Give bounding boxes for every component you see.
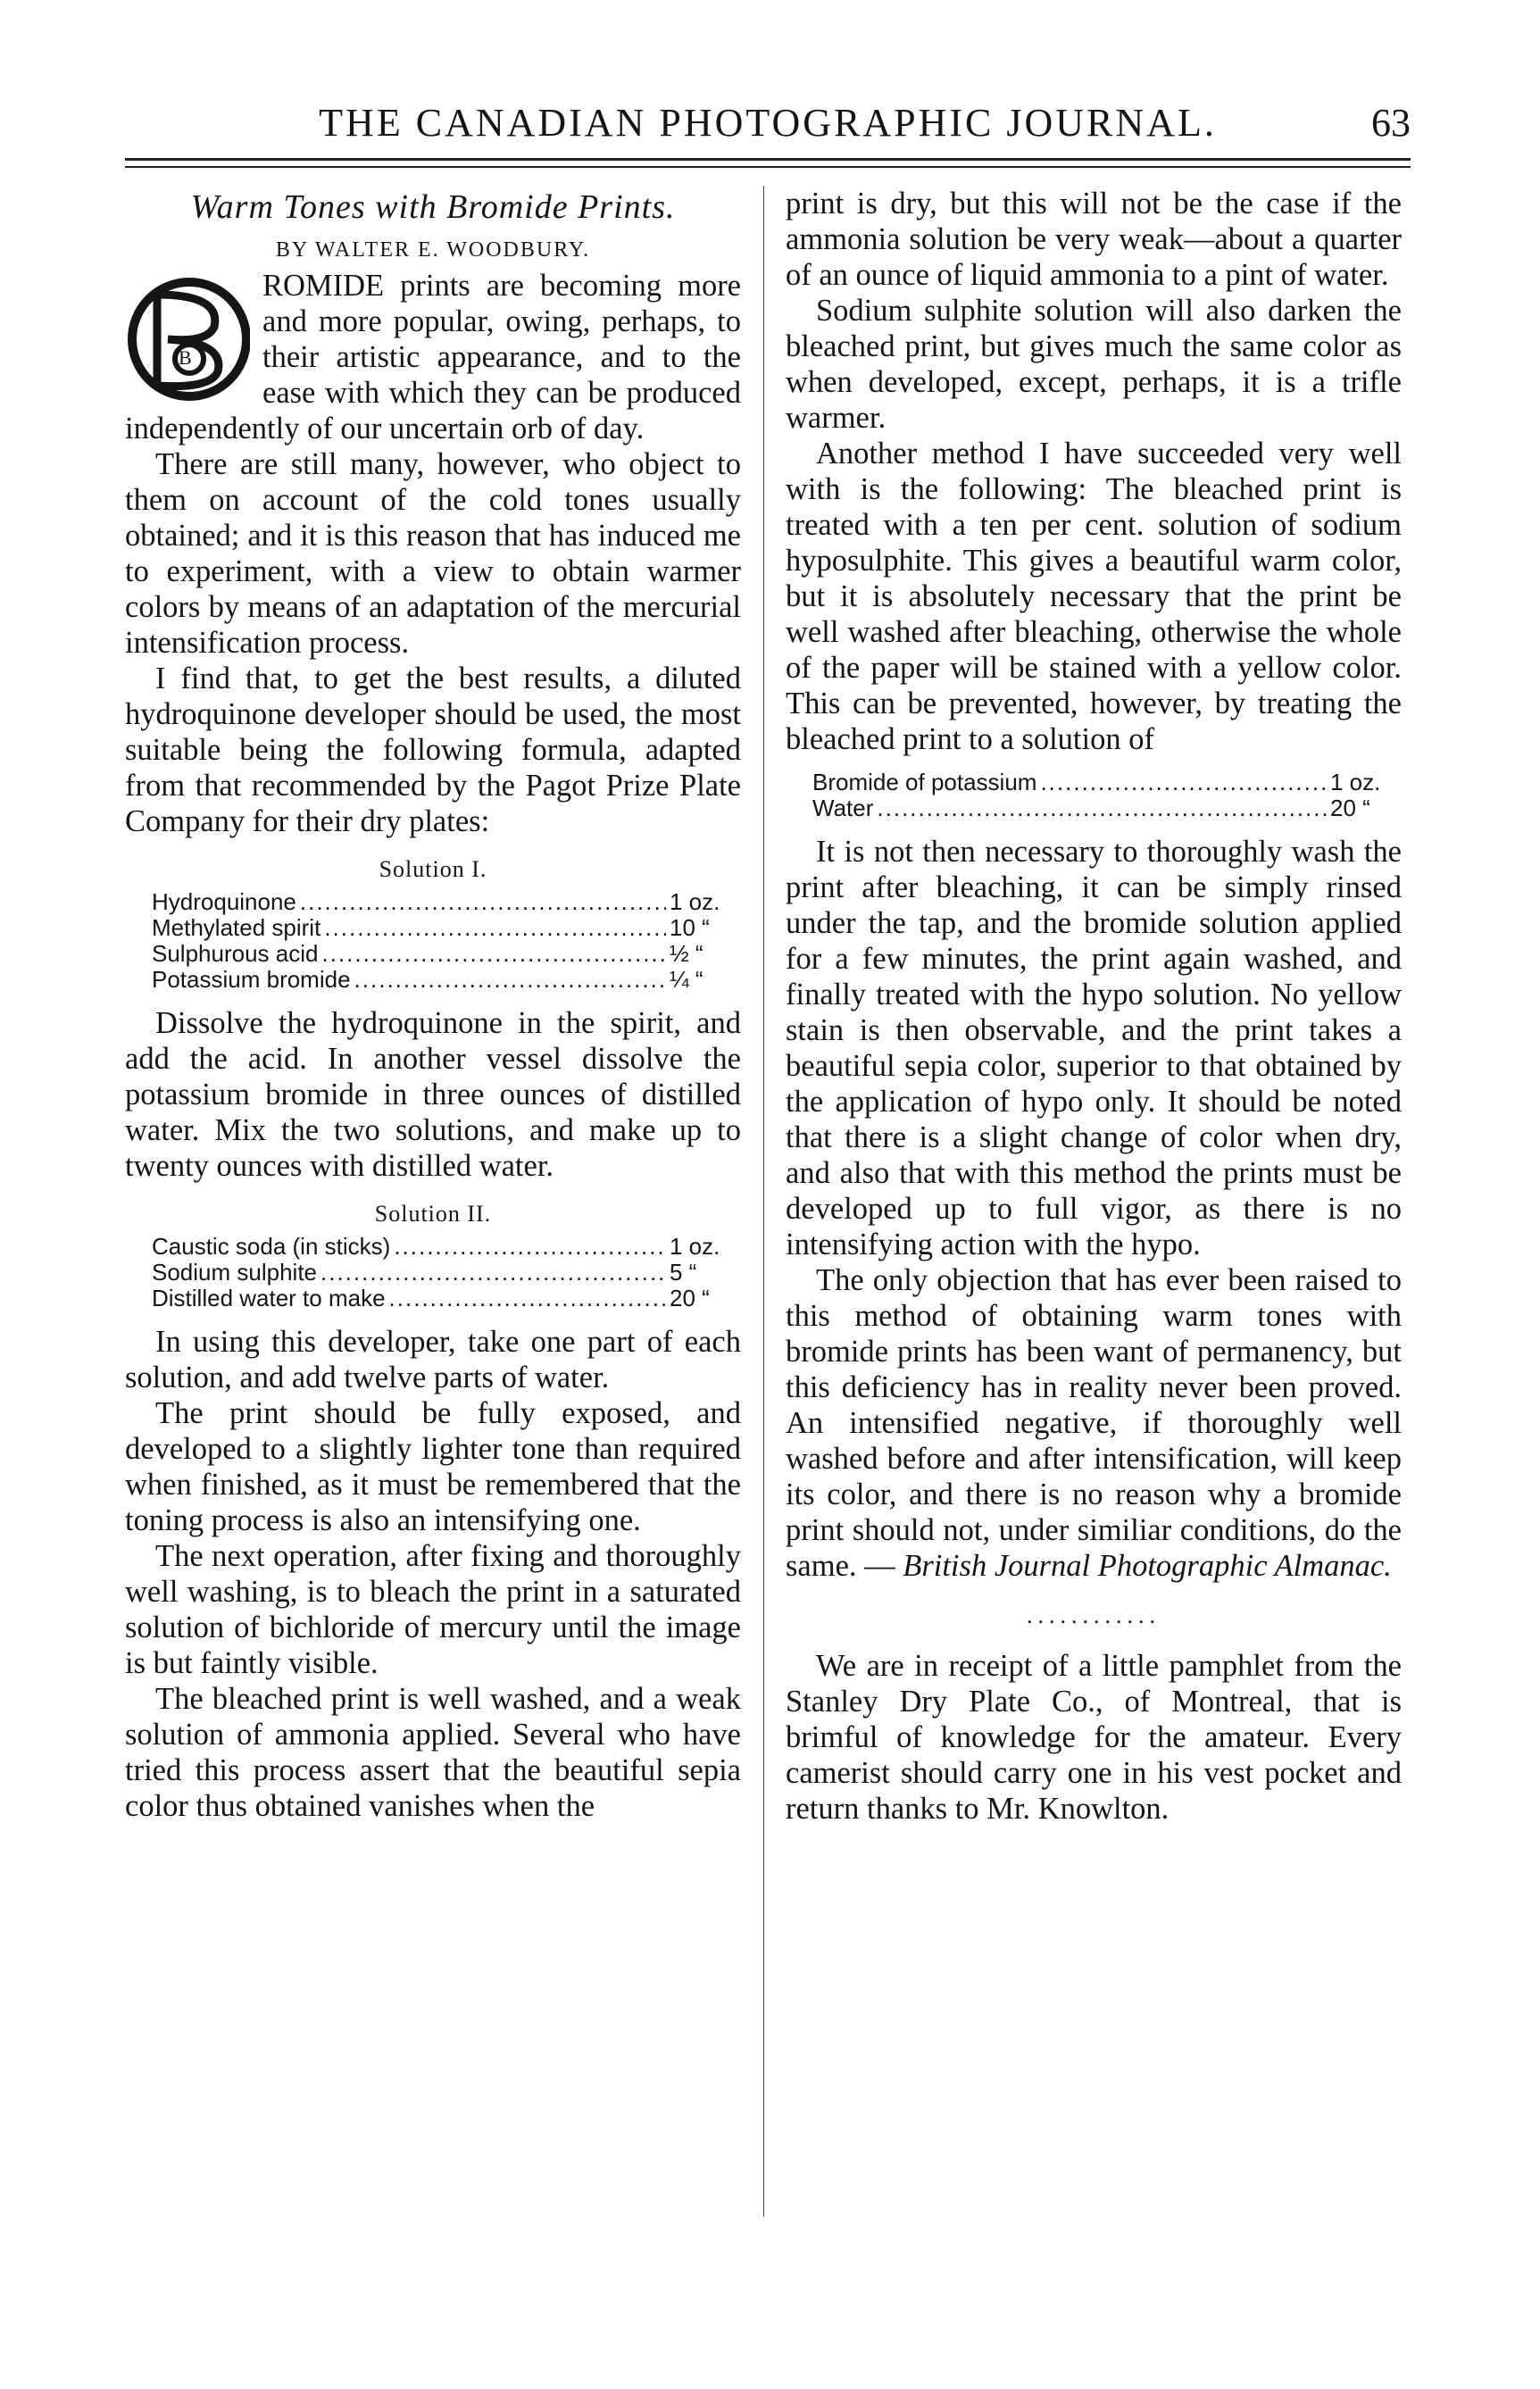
right-column xyxy=(786,186,1402,1827)
ingredient-amount: 10 “ xyxy=(670,914,710,941)
leader-dots xyxy=(354,967,666,993)
paragraph: I find that, to get the best results, a diluted hydroquinone developer should be used, the most suitable being the following formula, adapted from that recommended by the Pagot Prize Plate Company for their dry plates: xyxy=(125,662,741,838)
ingredient-name: Potassium bromide xyxy=(152,966,351,993)
formula-row xyxy=(152,941,741,967)
paragraph: Sodium sulphite solution will also darken the bleached print, but gives much the same color as when developed, except, perhaps, it is a trifle warmer. xyxy=(786,294,1402,435)
ingredient-amount: ¼ “ xyxy=(670,966,703,993)
formula-row xyxy=(152,967,741,993)
paragraph: The next operation, after fixing and thoroughly well washing, is to bleach the print in a saturated solution of bichloride of mercury until the image is but faintly visible. xyxy=(125,1539,741,1680)
ingredient-name: Methylated spirit xyxy=(152,914,321,941)
leader-dots xyxy=(300,889,666,915)
paragraph: There are still many, however, who object to them on account of the cold tones usually obtained; and it is this reason that has induced me to experiment, with a view to obtain warmer colors by means of an adaptation of the mercurial intensification process. xyxy=(125,447,741,660)
ingredient-amount: 1 oz. xyxy=(670,1233,720,1260)
formula-row xyxy=(152,889,741,915)
paragraph: Dissolve the hydroquinone in the spirit, and add the acid. In another vessel dissolve the potassium bromide in three ounces of distilled water. Mix the two solutions, and make up to twenty ounces with distilled water. xyxy=(125,1006,741,1183)
formula-row xyxy=(152,1234,741,1260)
solution-1-heading: Solution I. xyxy=(379,856,487,882)
paragraph: It is not then necessary to thoroughly wash the print after bleaching, it can be simply rinsed under the tap, and the bromide solution applied for a few minutes, the print again washed, and finally treated with the hypo solution. No yellow stain is then observable, and the print takes a beautiful sepia color, superior to that obtained by the application of hypo only. It should be noted that there is a slight change of color when dry, and also that with this method the prints must be developed up to full vigor, as there is no intensifying action with the hypo. xyxy=(786,835,1402,1261)
drop-cap-letter: B xyxy=(179,346,192,369)
paragraph-continued: print is dry, but this will not be the case if the ammonia solution be very weak—about a quarter of an ounce of liquid ammonia to a pint of water. xyxy=(786,187,1402,292)
ingredient-amount: 20 “ xyxy=(1330,795,1370,821)
ingredient-name: Distilled water to make xyxy=(152,1285,386,1311)
header-rule-bottom xyxy=(125,166,1411,168)
closing-paragraph-text: The only objection that has ever been raised to this method of obtaining warm tones with bromide prints has been want of permanency, but this deficiency has in reality never been proved. An intensified negative, if thoroughly well washed before and after intensification, will keep its color, and there is no reason why a bromide print should not, under similiar conditions, do the same. — xyxy=(786,1263,1402,1583)
closing-paragraph xyxy=(786,1262,1402,1584)
page-number: 63 xyxy=(1371,101,1411,145)
paragraph: Another method I have succeeded very well with is the following: The bleached print is treated with a ten per cent. solution of sodium hyposulphite. This gives a beautiful warm color, but it is absolutely necessary that the print be well washed after bleaching, otherwise the whole of the paper will be stained with a yellow color. This can be prevented, however, by treating the bleached print to a solution of xyxy=(786,437,1402,756)
solution-1-formula xyxy=(152,889,741,993)
ingredient-name: Water xyxy=(812,795,874,821)
notice-paragraph: We are in receipt of a little pamphlet from the Stanley Dry Plate Co., of Montreal, that is brimful of knowledge for the amateur. Every camerist should carry one in his vest pocket and return thanks to Mr. Knowlton. xyxy=(786,1649,1402,1826)
article-byline: BY WALTER E. WOODBURY. xyxy=(275,238,591,262)
bromide-formula xyxy=(812,770,1402,821)
leader-dots xyxy=(1040,770,1327,795)
journal-title: THE CANADIAN PHOTOGRAPHIC JOURNAL. xyxy=(319,101,1217,145)
section-separator: ............ xyxy=(1027,1602,1161,1628)
ingredient-name: Bromide of potassium xyxy=(812,769,1037,795)
leader-dots xyxy=(320,1260,666,1286)
formula-row xyxy=(812,795,1402,821)
solution-2-formula xyxy=(152,1234,741,1311)
formula-row xyxy=(152,1260,741,1286)
first-paragraph-text: ROMIDE prints are becoming more and more popular, owing, perhaps, to their artistic appearance, and to the ease with which they can be produced independently of our uncertain orb of day. xyxy=(125,269,741,445)
column-divider xyxy=(763,186,764,2217)
leader-dots xyxy=(394,1234,666,1260)
leader-dots xyxy=(877,795,1327,821)
ingredient-amount: ½ “ xyxy=(670,940,703,967)
ingredient-name: Sulphurous acid xyxy=(152,940,319,967)
leader-dots xyxy=(389,1286,666,1311)
ingredient-amount: 1 oz. xyxy=(1330,769,1381,795)
ornamental-drop-cap xyxy=(125,271,250,407)
paragraph: In using this developer, take one part of each solution, and add twelve parts of water. xyxy=(125,1325,741,1394)
paragraph-split-start: The bleached print is well washed, and a weak solution of ammonia applied. Several who have tried this process assert that the beautiful sepia color thus obtained vanishes when the xyxy=(125,1682,741,1823)
header-rule-top xyxy=(125,158,1411,161)
leader-dots xyxy=(324,915,666,941)
running-head xyxy=(125,96,1411,150)
paragraph: The print should be fully exposed, and developed to a slightly lighter tone than required when finished, as it must be remembered that the toning process is also an intensifying one. xyxy=(125,1396,741,1537)
formula-row xyxy=(812,770,1402,795)
ingredient-amount: 5 “ xyxy=(670,1259,697,1286)
ingredient-amount: 20 “ xyxy=(670,1285,710,1311)
article-title: Warm Tones with Bromide Prints. xyxy=(190,188,676,226)
formula-row xyxy=(152,915,741,941)
formula-row xyxy=(152,1286,741,1311)
leader-dots xyxy=(321,941,666,967)
solution-2-heading: Solution II. xyxy=(374,1201,492,1227)
ingredient-name: Hydroquinone xyxy=(152,888,296,915)
source-citation: British Journal Photographic Almanac. xyxy=(903,1549,1392,1583)
ingredient-name: Caustic soda (in sticks) xyxy=(152,1233,391,1260)
first-paragraph xyxy=(125,268,741,446)
ingredient-amount: 1 oz. xyxy=(670,888,720,915)
left-column xyxy=(125,186,741,1824)
ingredient-name: Sodium sulphite xyxy=(152,1259,317,1286)
